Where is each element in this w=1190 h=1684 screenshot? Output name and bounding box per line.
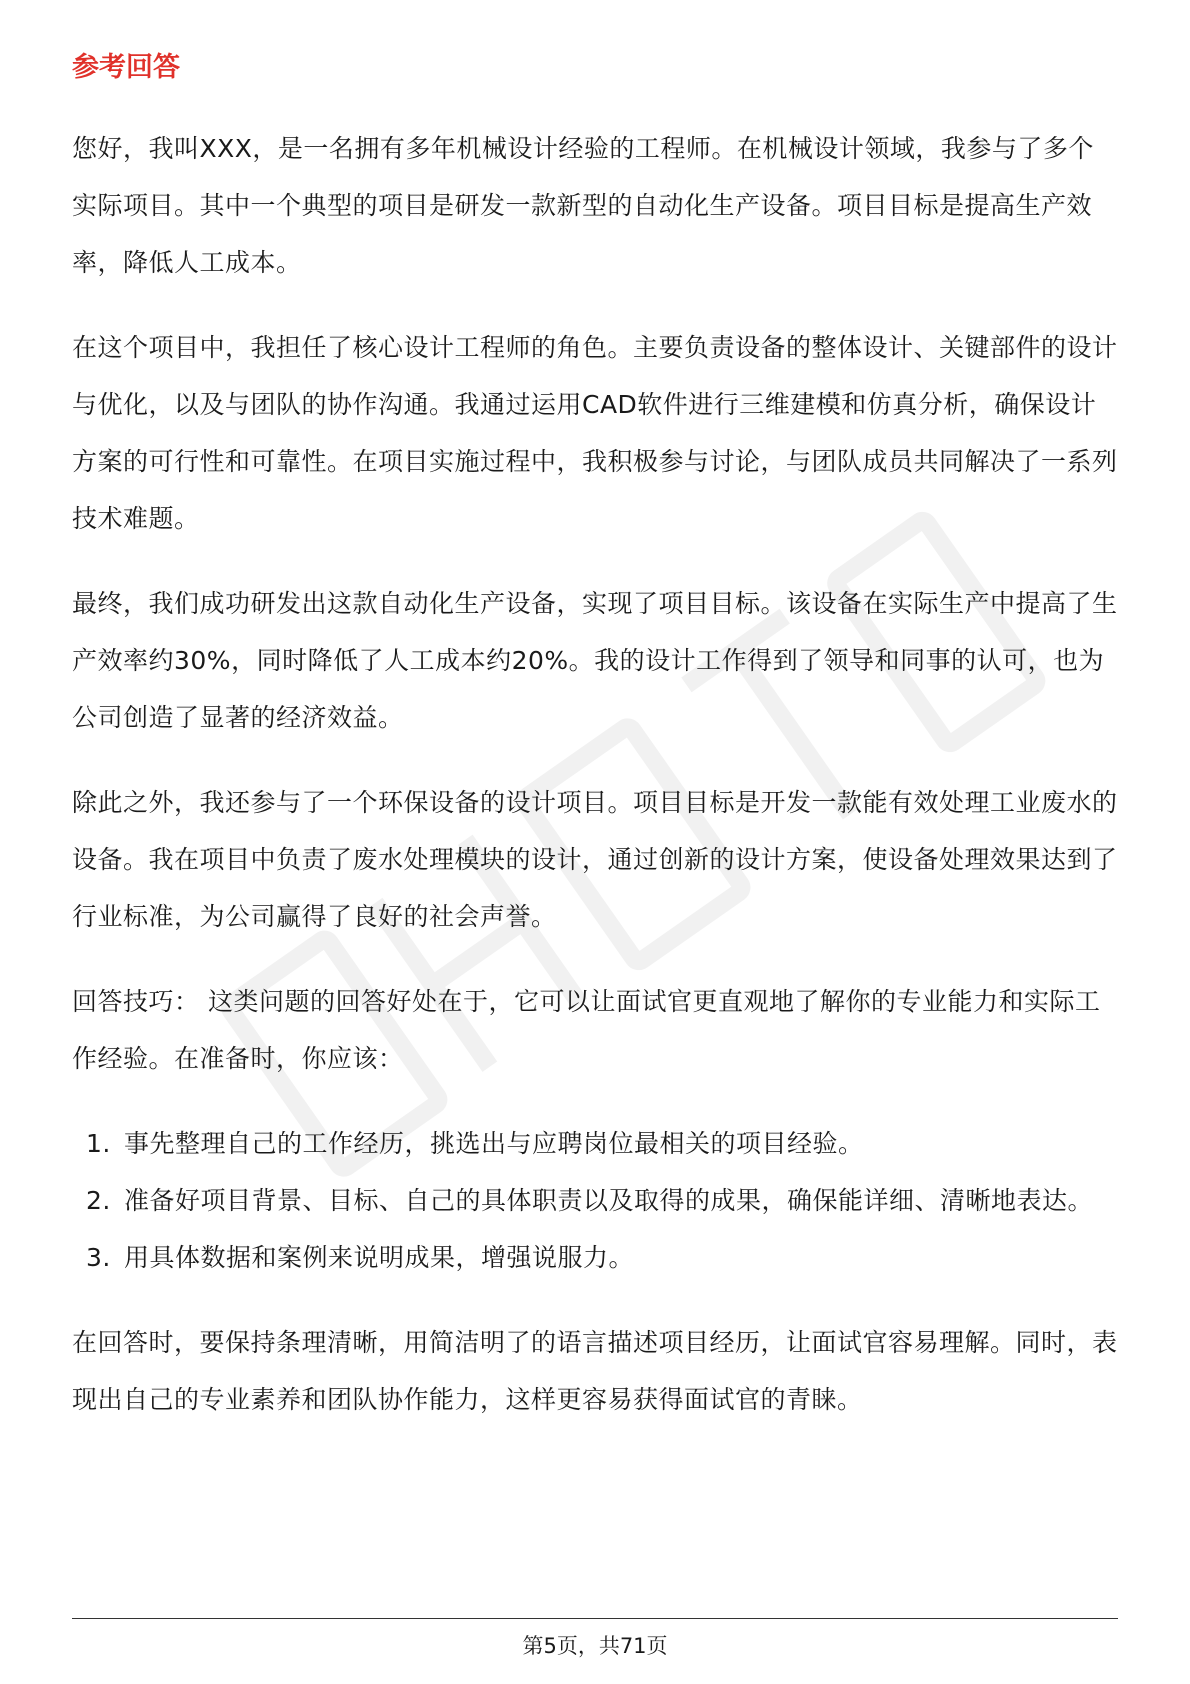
document-page [72, 48, 1118, 1456]
paragraph-other-project: 除此之外，我还参与了一个环保设备的设计项目。项目目标是开发一款能有效处理工业废水的设备。我在项目中负责了废水处理模块的设计，通过创新的设计方案，使设备处理效果达到了行业标准，为公司赢得了良好的社会声誉。 [72, 788, 1118, 931]
footer-divider [72, 1618, 1118, 1619]
paragraph-result: 最终，我们成功研发出这款自动化生产设备，实现了项目目标。该设备在实际生产中提高了生产效率约30%，同时降低了人工成本约20%。我的设计工作得到了领导和同事的认可，也为公司创造了显著的经济效益。 [72, 589, 1118, 732]
list-item [72, 1229, 1118, 1286]
paragraph-tips-intro: 回答技巧： 这类问题的回答好处在于，它可以让面试官更直观地了解你的专业能力和实际工作经验。在准备时，你应该： [72, 987, 1101, 1073]
paragraph-intro: 您好，我叫XXX，是一名拥有多年机械设计经验的工程师。在机械设计领域，我参与了多个实际项目。其中一个典型的项目是研发一款新型的自动化生产设备。项目目标是提高生产效率，降低人工成本。 [72, 134, 1094, 277]
list-item-number: 2. [86, 1186, 111, 1215]
paragraph-closing: 在回答时，要保持条理清晰，用简洁明了的语言描述项目经历，让面试官容易理解。同时，表现出自己的专业素养和团队协作能力，这样更容易获得面试官的青睐。 [72, 1328, 1118, 1414]
list-item-text: 准备好项目背景、目标、自己的具体职责以及取得的成果，确保能详细、清晰地表达。 [124, 1186, 1094, 1215]
list-item [72, 1172, 1118, 1229]
list-item-number: 3. [86, 1243, 111, 1272]
list-item-text: 事先整理自己的工作经历，挑选出与应聘岗位最相关的项目经验。 [124, 1129, 864, 1158]
page-number: 第5页，共71页 [522, 1634, 668, 1658]
list-item [72, 1115, 1118, 1172]
list-item-text: 用具体数据和案例来说明成果，增强说服力。 [124, 1243, 635, 1272]
paragraph-role: 在这个项目中，我担任了核心设计工程师的角色。主要负责设备的整体设计、关键部件的设计与优化，以及与团队的协作沟通。我通过运用CAD软件进行三维建模和仿真分析，确保设计方案的可行性和可靠性。在项目实施过程中，我积极参与讨论，与团队成员共同解决了一系列技术难题。 [72, 333, 1118, 533]
section-title: 参考回答 [72, 52, 180, 83]
list-item-number: 1. [86, 1129, 111, 1158]
tips-list [72, 1115, 1118, 1286]
